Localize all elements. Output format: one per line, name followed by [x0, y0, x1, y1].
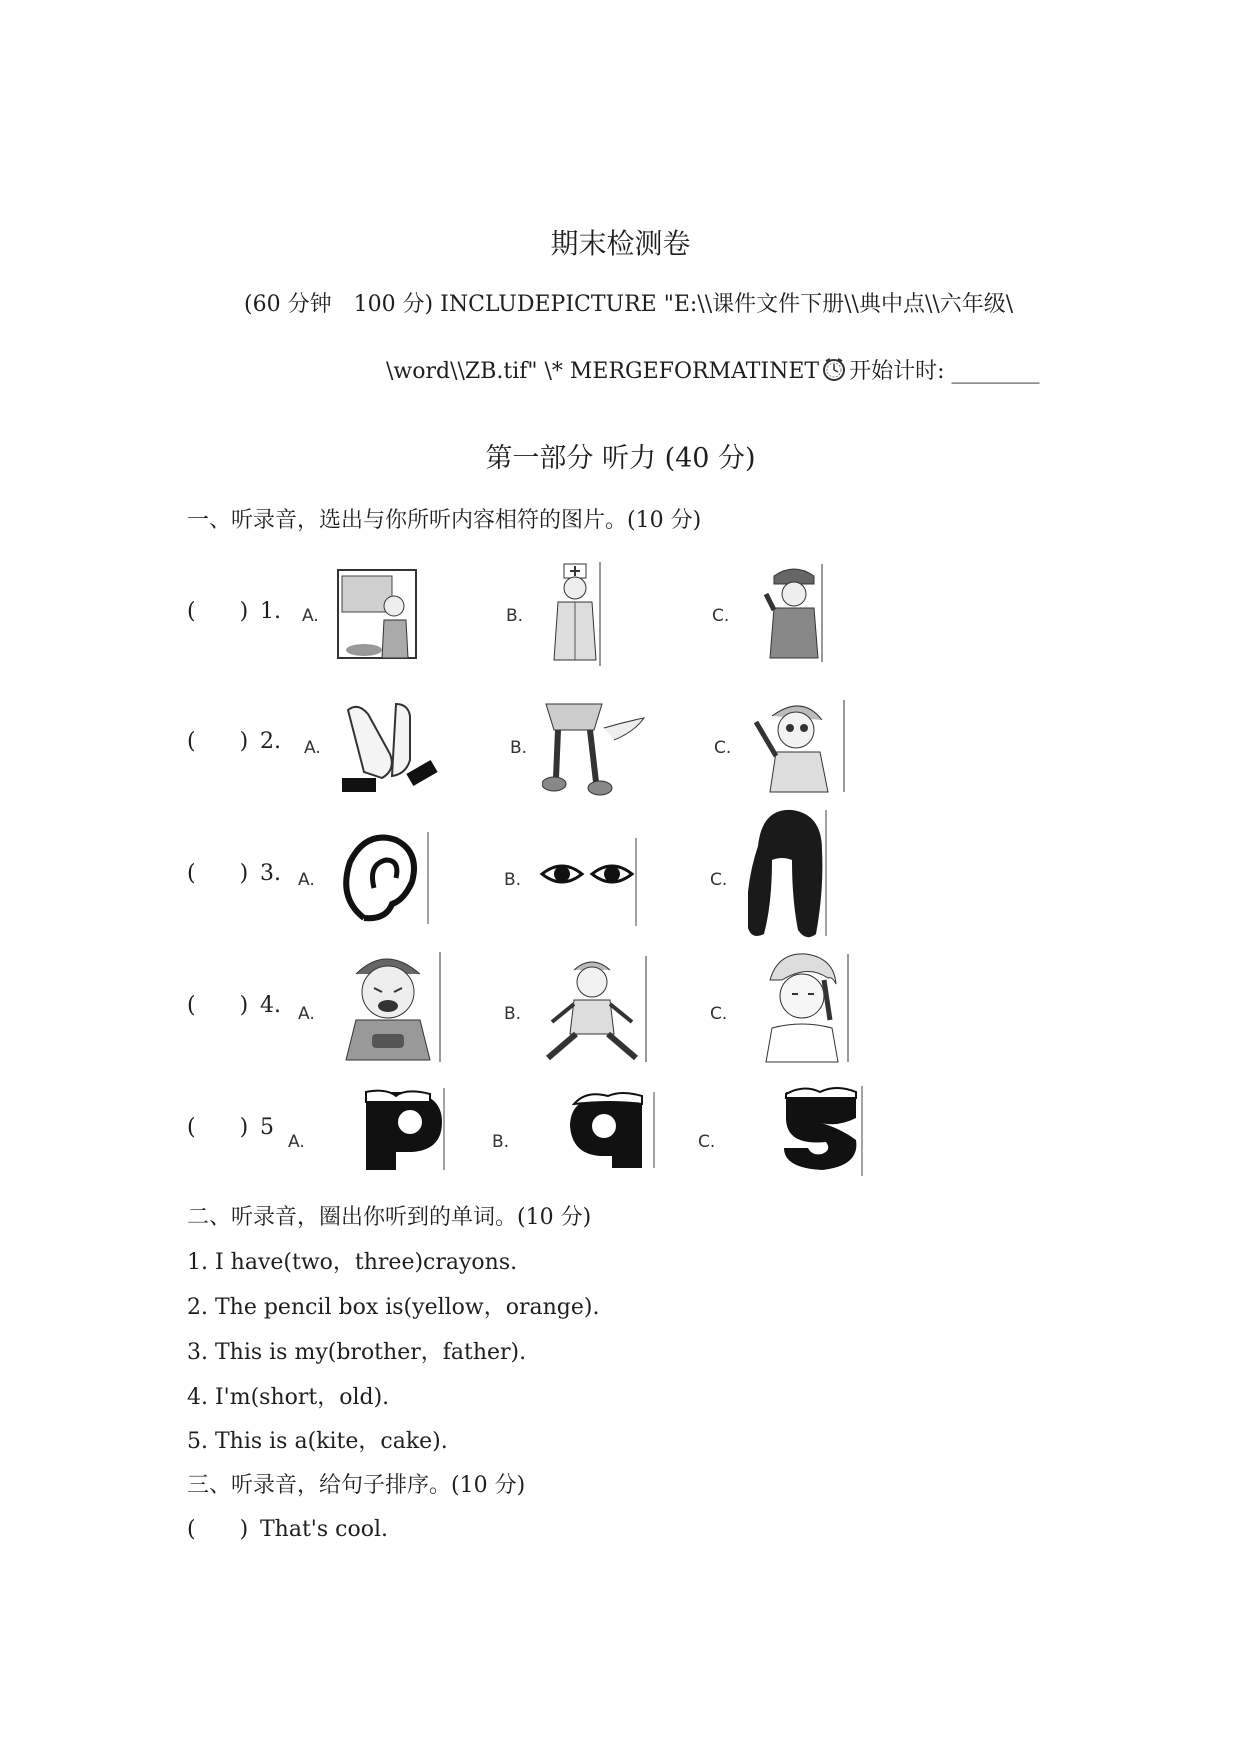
section3-heading: 三、听录音，给句子排序。(10 分)	[187, 1473, 526, 1498]
circle-item-5: 5. This is a(kite，cake).	[187, 1429, 448, 1454]
option-c-label: C.	[710, 1004, 728, 1024]
order-item-1	[187, 1512, 388, 1543]
start-timer-label: 开始计时: ________	[849, 359, 1040, 384]
doctor-icon	[548, 560, 604, 670]
part1-title: 第一部分 听力 (40 分)	[485, 443, 756, 474]
page-title: 期末检测卷	[550, 227, 691, 260]
question-number: 3.	[260, 861, 281, 886]
hair-icon	[748, 806, 830, 940]
option-b-label: B.	[492, 1132, 510, 1152]
exam-meta-line2	[386, 354, 1040, 385]
option-b-label: B.	[504, 1004, 522, 1024]
circle-item-1: 1. I have(two，three)crayons.	[187, 1250, 518, 1275]
option-b-label: B.	[504, 870, 522, 890]
exam-meta-line1: (60 分钟 100 分) INCLUDEPICTURE "E:\\课件文件下册\\典中点\\六年级\	[244, 292, 1014, 317]
eyes-icon	[536, 836, 640, 928]
letter-g-icon	[776, 1084, 866, 1178]
question-3	[187, 856, 281, 887]
option-a-label: A.	[302, 606, 319, 626]
boy-waving-icon	[746, 696, 850, 796]
option-a-label: A.	[304, 738, 321, 758]
option-b-label: B.	[510, 738, 528, 758]
option-b-label: B.	[506, 606, 524, 626]
question-number: 5	[260, 1115, 274, 1140]
letter-q-icon	[564, 1090, 658, 1170]
legs-icon	[542, 700, 648, 800]
ear-icon	[334, 828, 432, 928]
answer-paren[interactable]: ( )	[187, 729, 249, 754]
answer-paren[interactable]: ( )	[187, 1517, 249, 1542]
crying-boy-icon	[336, 948, 444, 1066]
answer-paren[interactable]: ( )	[187, 1115, 249, 1140]
option-a-label: A.	[288, 1132, 305, 1152]
answer-paren[interactable]: ( )	[187, 861, 249, 886]
teacher-icon	[336, 568, 420, 662]
answer-paren[interactable]: ( )	[187, 599, 249, 624]
question-4	[187, 988, 281, 1019]
question-1	[187, 594, 281, 625]
option-c-label: C.	[712, 606, 730, 626]
answer-paren[interactable]: ( )	[187, 993, 249, 1018]
circle-item-2: 2. The pencil box is(yellow，orange).	[187, 1295, 600, 1320]
question-2	[187, 724, 281, 755]
question-5	[187, 1110, 274, 1141]
question-number: 2.	[260, 729, 281, 754]
clapping-hands-icon	[338, 700, 442, 796]
clock-icon	[821, 356, 847, 382]
option-a-label: A.	[298, 870, 315, 890]
option-c-label: C.	[698, 1132, 716, 1152]
boy-touching-face-icon	[746, 950, 852, 1066]
option-a-label: A.	[298, 1004, 315, 1024]
letter-p-icon	[358, 1086, 448, 1172]
circle-item-4: 4. I'm(short，old).	[187, 1385, 390, 1410]
question-number: 4.	[260, 993, 281, 1018]
field-code-text: \word\\ZB.tif" \* MERGEFORMATINET	[386, 359, 820, 384]
sentence-text: That's cool.	[260, 1517, 388, 1542]
circle-item-3: 3. This is my(brother，father).	[187, 1340, 527, 1365]
sitting-boy-icon	[536, 952, 650, 1066]
question-number: 1.	[260, 599, 281, 624]
police-officer-icon	[760, 562, 826, 666]
option-c-label: C.	[710, 870, 728, 890]
option-c-label: C.	[714, 738, 732, 758]
section2-heading: 二、听录音，圈出你听到的单词。(10 分)	[187, 1205, 592, 1230]
section1-heading: 一、听录音，选出与你所听内容相符的图片。(10 分)	[187, 508, 702, 533]
